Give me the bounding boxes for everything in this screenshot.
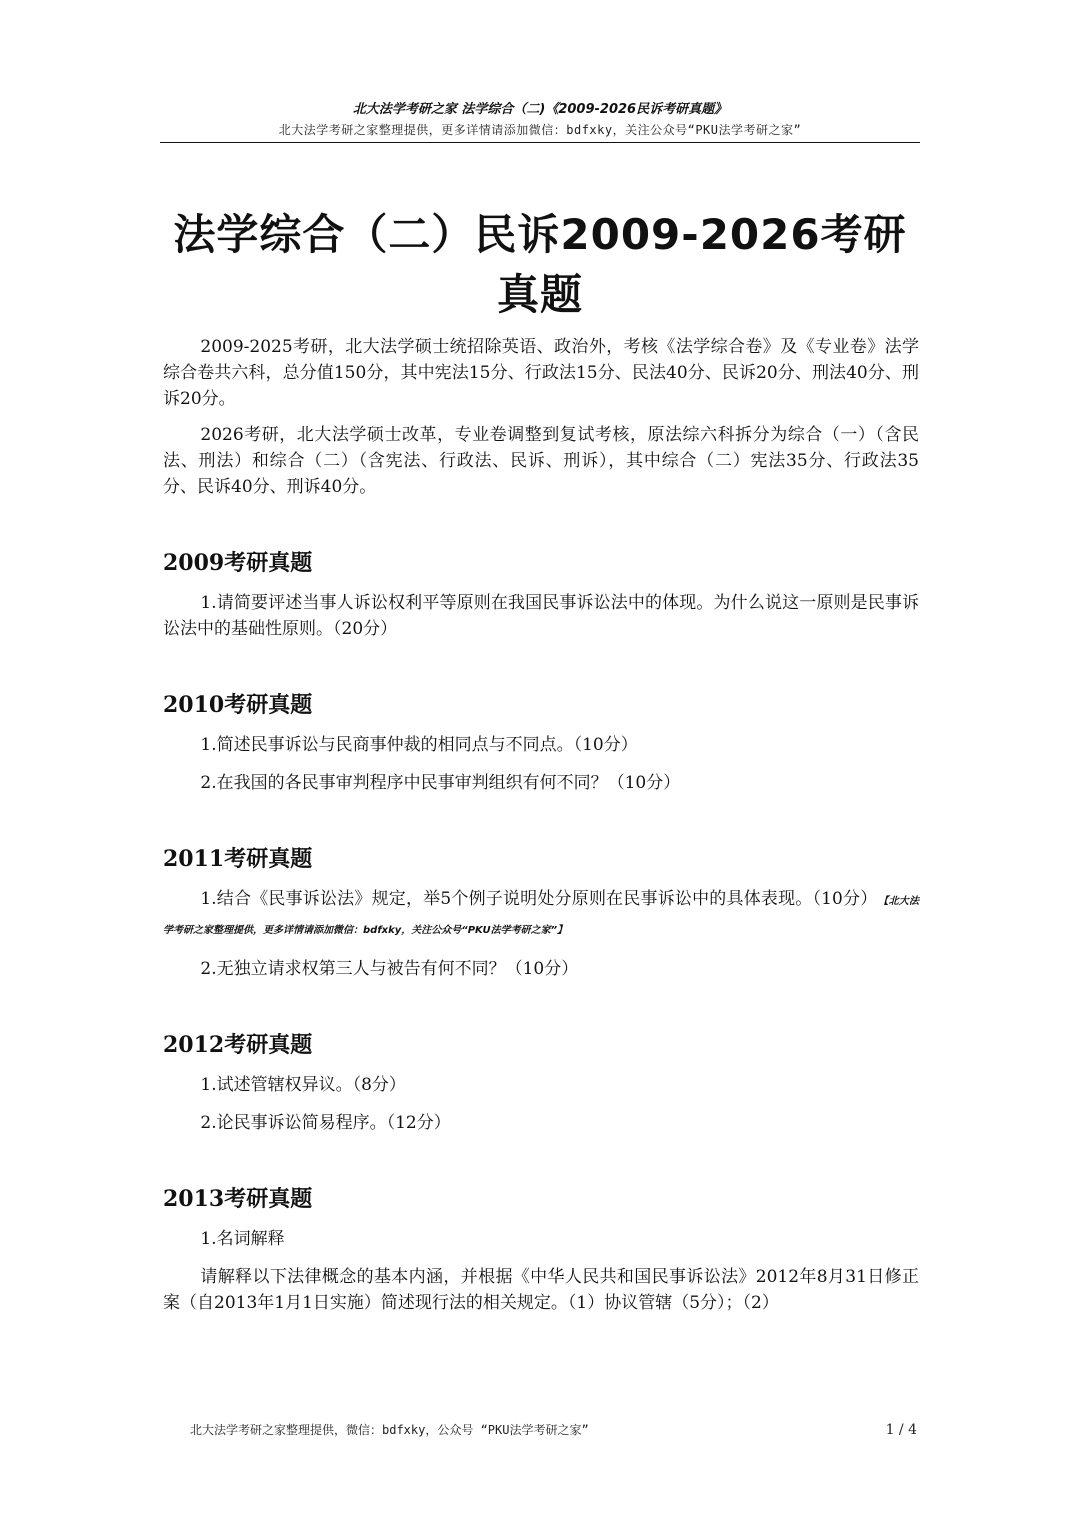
footer-credit: 北大法学考研之家整理提供，微信：bdfxky，公众号 “PKU法学考研之家”: [190, 1423, 589, 1437]
section-2010: [163, 690, 919, 796]
question: 1.简述民事诉讼与民商事仲裁的相同点与不同点。（10分）: [200, 735, 638, 755]
header-title: 北大法学考研之家 法学综合（二)《2009-2026民诉考研真题》: [352, 102, 728, 117]
question: 2.论民事诉讼简易程序。（12分）: [200, 1113, 451, 1133]
document-title: 法学综合（二）民诉2009-2026考研真题: [173, 210, 907, 319]
question: 2.无独立请求权第三人与被告有何不同？（10分）: [200, 959, 579, 979]
intro-paragraph: 2026考研，北大法学硕士改革，专业卷调整到复试考核，原法综六科拆分为综合（一）（含民法、刑法）和综合（二）（含宪法、行政法、民诉、刑诉），其中综合（二）宪法35分、行政法35分、民诉40分、刑诉40分。: [163, 425, 919, 497]
question: 1.名词解释: [200, 1229, 285, 1249]
section-heading: 2012考研真题: [163, 1032, 313, 1058]
inline-watermark-note: 【北大法学考研之家整理提供，更多详情请添加微信：bdfxky，关注公众号“PKU法学考研之家”】: [163, 896, 919, 936]
document-body: [163, 334, 919, 1328]
section-heading: 2010考研真题: [163, 692, 313, 718]
header-subtitle: 北大法学考研之家整理提供，更多详情请添加微信：bdfxky，关注公众号“PKU法学考研之家”: [278, 123, 802, 137]
question: [163, 886, 919, 944]
question: 2.在我国的各民事审判程序中民事审判组织有何不同？（10分）: [200, 773, 681, 793]
question: 请解释以下法律概念的基本内涵，并根据《中华人民共和国民事诉讼法》2012年8月31日修正案（自2013年1月1日实施）简述现行法的相关规定。（1）协议管辖（5分）；（2）: [163, 1267, 919, 1313]
question: 1.试述管辖权异议。（8分）: [200, 1075, 406, 1095]
header-divider: [160, 142, 920, 143]
question-text: 1.结合《民事诉讼法》规定，举5个例子说明处分原则在民事诉讼中的具体表现。（10分）: [200, 889, 878, 909]
section-2011: [163, 844, 919, 982]
section-2013: [163, 1184, 919, 1316]
section-heading: 2009考研真题: [163, 550, 313, 576]
section-heading: 2011考研真题: [163, 846, 313, 872]
section-2009: [163, 548, 919, 642]
section-2012: [163, 1030, 919, 1136]
question: 1.请简要评述当事人诉讼权利平等原则在我国民事诉讼法中的体现。为什么说这一原则是民事诉讼法中的基础性原则。（20分）: [163, 593, 919, 639]
page-number: 1 / 4: [885, 1422, 917, 1438]
intro-paragraph: 2009-2025考研，北大法学硕士统招除英语、政治外，考核《法学综合卷》及《专业卷》法学综合卷共六科，总分值150分，其中宪法15分、行政法15分、民法40分、民诉20分、刑法40分、刑诉20分。: [163, 337, 919, 409]
section-heading: 2013考研真题: [163, 1186, 313, 1212]
running-header: [160, 100, 920, 140]
